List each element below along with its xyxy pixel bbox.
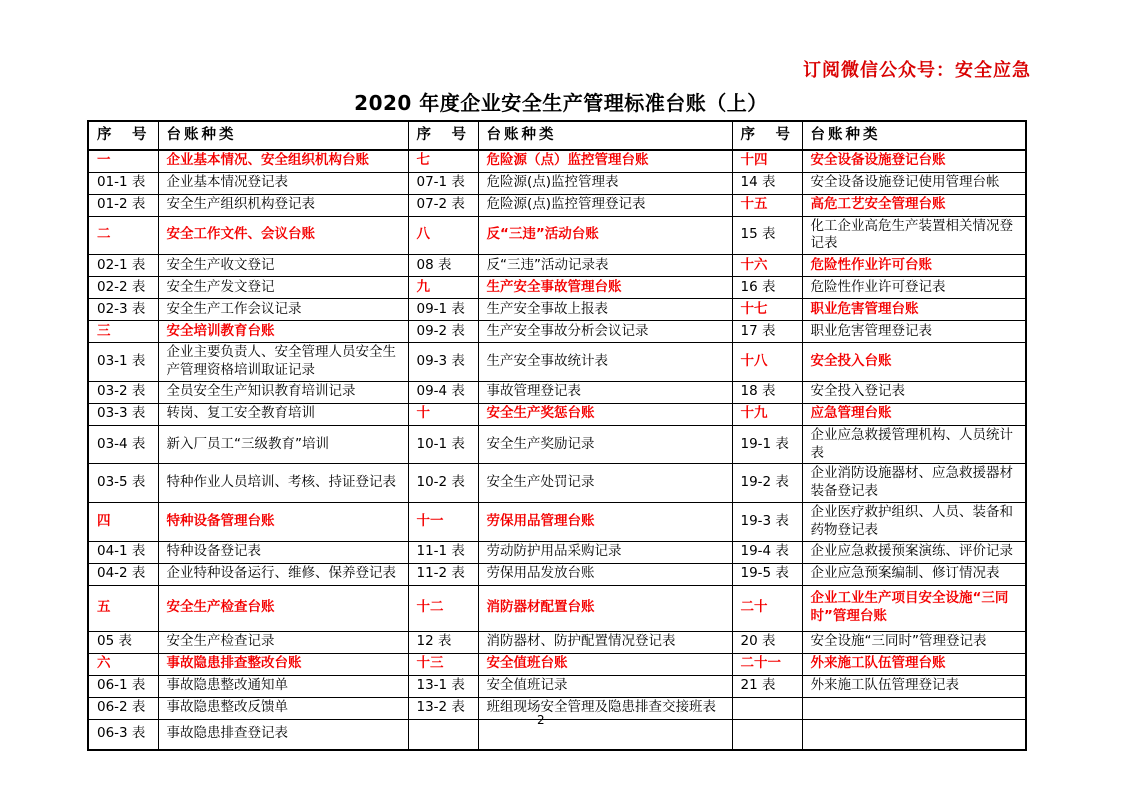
serial-cell: 03-5 表 (88, 464, 158, 503)
table-row (88, 299, 1026, 321)
serial-cell: 04-1 表 (88, 541, 158, 563)
category-cell: 新入厂员工“三级教育”培训 (158, 425, 408, 464)
serial-cell: 14 表 (732, 172, 802, 194)
serial-cell: 十 (408, 403, 478, 425)
serial-cell: 03-3 表 (88, 403, 158, 425)
category-cell: 消防器材、防护配置情况登记表 (478, 631, 732, 653)
category-cell: 反“三违”活动台账 (478, 216, 732, 255)
serial-cell: 十七 (732, 299, 802, 321)
subscribe-note: 订阅微信公众号：安全应急 (803, 60, 1031, 81)
category-cell: 企业应急救援预案演练、评价记录 (802, 541, 1026, 563)
category-cell: 劳保用品管理台账 (478, 503, 732, 542)
table-row (88, 381, 1026, 403)
category-cell: 危险源(点)监控管理登记表 (478, 194, 732, 216)
category-cell: 安全生产检查台账 (158, 585, 408, 631)
category-cell: 外来施工队伍管理台账 (802, 653, 1026, 675)
table-row (88, 697, 1026, 719)
category-cell: 生产安全事故上报表 (478, 299, 732, 321)
ledger-table-body (88, 150, 1026, 750)
serial-cell: 11-1 表 (408, 541, 478, 563)
header-cell-serial: 序 号 (408, 121, 478, 150)
category-cell: 特种设备管理台账 (158, 503, 408, 542)
serial-cell: 02-2 表 (88, 277, 158, 299)
category-cell: 安全生产检查记录 (158, 631, 408, 653)
serial-cell: 07-2 表 (408, 194, 478, 216)
ledger-table (87, 120, 1027, 751)
serial-cell: 06-3 表 (88, 719, 158, 750)
serial-cell: 06-1 表 (88, 675, 158, 697)
serial-cell: 一 (88, 150, 158, 172)
category-cell: 安全生产奖励记录 (478, 425, 732, 464)
category-cell: 应急管理台账 (802, 403, 1026, 425)
serial-cell: 08 表 (408, 255, 478, 277)
category-cell: 安全生产处罚记录 (478, 464, 732, 503)
serial-cell: 二 (88, 216, 158, 255)
category-cell: 企业工业生产项目安全设施“三同时”管理台账 (802, 585, 1026, 631)
serial-cell: 11-2 表 (408, 563, 478, 585)
category-cell: 事故隐患排查登记表 (158, 719, 408, 750)
category-cell: 生产安全事故统计表 (478, 343, 732, 382)
serial-cell: 18 表 (732, 381, 802, 403)
category-cell: 企业基本情况、安全组织机构台账 (158, 150, 408, 172)
table-row (88, 541, 1026, 563)
serial-cell: 03-4 表 (88, 425, 158, 464)
serial-cell: 二十 (732, 585, 802, 631)
category-cell: 安全值班台账 (478, 653, 732, 675)
table-row (88, 631, 1026, 653)
category-cell: 企业基本情况登记表 (158, 172, 408, 194)
serial-cell: 六 (88, 653, 158, 675)
table-row (88, 464, 1026, 503)
serial-cell: 09-3 表 (408, 343, 478, 382)
category-cell: 企业医疗救护组织、人员、装备和药物登记表 (802, 503, 1026, 542)
serial-cell: 十四 (732, 150, 802, 172)
header-cell-category: 台账种类 (158, 121, 408, 150)
serial-cell: 05 表 (88, 631, 158, 653)
category-cell: 安全设备设施登记使用管理台帐 (802, 172, 1026, 194)
serial-cell: 02-3 表 (88, 299, 158, 321)
serial-cell: 19-3 表 (732, 503, 802, 542)
category-cell: 劳动防护用品采购记录 (478, 541, 732, 563)
serial-cell: 九 (408, 277, 478, 299)
category-cell: 危险性作业许可登记表 (802, 277, 1026, 299)
table-row (88, 150, 1026, 172)
serial-cell: 10-2 表 (408, 464, 478, 503)
page-number: 2 (537, 713, 545, 727)
serial-cell: 01-1 表 (88, 172, 158, 194)
serial-cell: 03-2 表 (88, 381, 158, 403)
serial-cell: 06-2 表 (88, 697, 158, 719)
serial-cell: 十三 (408, 653, 478, 675)
category-cell: 安全生产组织机构登记表 (158, 194, 408, 216)
serial-cell: 03-1 表 (88, 343, 158, 382)
category-cell: 企业应急救援管理机构、人员统计表 (802, 425, 1026, 464)
serial-cell: 十二 (408, 585, 478, 631)
category-cell (802, 697, 1026, 719)
category-cell: 职业危害管理台账 (802, 299, 1026, 321)
serial-cell: 十八 (732, 343, 802, 382)
table-row (88, 425, 1026, 464)
header-cell-serial: 序 号 (732, 121, 802, 150)
table-row (88, 343, 1026, 382)
category-cell: 特种作业人员培训、考核、持证登记表 (158, 464, 408, 503)
category-cell: 高危工艺安全管理台账 (802, 194, 1026, 216)
category-cell: 事故隐患整改反馈单 (158, 697, 408, 719)
serial-cell: 07-1 表 (408, 172, 478, 194)
serial-cell: 16 表 (732, 277, 802, 299)
category-cell: 企业消防设施器材、应急救援器材装备登记表 (802, 464, 1026, 503)
serial-cell: 十六 (732, 255, 802, 277)
category-cell: 消防器材配置台账 (478, 585, 732, 631)
category-cell: 劳保用品发放台账 (478, 563, 732, 585)
category-cell: 班组现场安全管理及隐患排查交接班表 (478, 697, 732, 719)
table-row (88, 216, 1026, 255)
table-row (88, 503, 1026, 542)
category-cell: 事故隐患整改通知单 (158, 675, 408, 697)
serial-cell: 04-2 表 (88, 563, 158, 585)
category-cell: 安全生产收文登记 (158, 255, 408, 277)
table-row (88, 255, 1026, 277)
category-cell: 职业危害管理登记表 (802, 321, 1026, 343)
serial-cell: 四 (88, 503, 158, 542)
serial-cell: 09-2 表 (408, 321, 478, 343)
header-cell-serial: 序 号 (88, 121, 158, 150)
header-row (88, 121, 1026, 150)
category-cell: 事故隐患排查整改台账 (158, 653, 408, 675)
serial-cell: 17 表 (732, 321, 802, 343)
page-title: 2020 年度企业安全生产管理标准台账（上） (354, 91, 768, 115)
serial-cell: 三 (88, 321, 158, 343)
category-cell (478, 719, 732, 750)
category-cell: 转岗、复工安全教育培训 (158, 403, 408, 425)
header-cell-category: 台账种类 (478, 121, 732, 150)
category-cell: 特种设备登记表 (158, 541, 408, 563)
serial-cell: 二十一 (732, 653, 802, 675)
category-cell: 生产安全事故管理台账 (478, 277, 732, 299)
category-cell: 安全设备设施登记台账 (802, 150, 1026, 172)
serial-cell: 19-1 表 (732, 425, 802, 464)
category-cell: 危险源（点）监控管理台账 (478, 150, 732, 172)
serial-cell: 十九 (732, 403, 802, 425)
serial-cell: 八 (408, 216, 478, 255)
serial-cell: 12 表 (408, 631, 478, 653)
table-row (88, 172, 1026, 194)
table-row (88, 675, 1026, 697)
header-cell-category: 台账种类 (802, 121, 1026, 150)
serial-cell: 五 (88, 585, 158, 631)
serial-cell: 02-1 表 (88, 255, 158, 277)
serial-cell: 20 表 (732, 631, 802, 653)
category-cell: 安全值班记录 (478, 675, 732, 697)
category-cell: 外来施工队伍管理登记表 (802, 675, 1026, 697)
category-cell: 反“三违”活动记录表 (478, 255, 732, 277)
category-cell: 生产安全事故分析会议记录 (478, 321, 732, 343)
serial-cell: 19-2 表 (732, 464, 802, 503)
category-cell: 安全生产奖惩台账 (478, 403, 732, 425)
category-cell: 安全投入登记表 (802, 381, 1026, 403)
category-cell: 安全生产工作会议记录 (158, 299, 408, 321)
serial-cell: 01-2 表 (88, 194, 158, 216)
serial-cell: 21 表 (732, 675, 802, 697)
category-cell: 化工企业高危生产装置相关情况登记表 (802, 216, 1026, 255)
table-row (88, 321, 1026, 343)
serial-cell: 十五 (732, 194, 802, 216)
category-cell: 安全设施“三同时”管理登记表 (802, 631, 1026, 653)
serial-cell: 09-4 表 (408, 381, 478, 403)
serial-cell (732, 719, 802, 750)
table-row (88, 403, 1026, 425)
category-cell: 企业应急预案编制、修订情况表 (802, 563, 1026, 585)
category-cell: 事故管理登记表 (478, 381, 732, 403)
category-cell: 安全培训教育台账 (158, 321, 408, 343)
table-row (88, 653, 1026, 675)
table-row (88, 194, 1026, 216)
serial-cell: 19-5 表 (732, 563, 802, 585)
category-cell: 安全工作文件、会议台账 (158, 216, 408, 255)
category-cell: 危险源(点)监控管理表 (478, 172, 732, 194)
table-row (88, 585, 1026, 631)
serial-cell (408, 719, 478, 750)
serial-cell (732, 697, 802, 719)
serial-cell: 15 表 (732, 216, 802, 255)
table-row (88, 277, 1026, 299)
category-cell (802, 719, 1026, 750)
category-cell: 全员安全生产知识教育培训记录 (158, 381, 408, 403)
serial-cell: 09-1 表 (408, 299, 478, 321)
serial-cell: 10-1 表 (408, 425, 478, 464)
table-row (88, 563, 1026, 585)
category-cell: 企业特种设备运行、维修、保养登记表 (158, 563, 408, 585)
serial-cell: 13-1 表 (408, 675, 478, 697)
category-cell: 安全投入台账 (802, 343, 1026, 382)
category-cell: 安全生产发文登记 (158, 277, 408, 299)
serial-cell: 十一 (408, 503, 478, 542)
ledger-table-head (88, 121, 1026, 150)
category-cell: 企业主要负责人、安全管理人员安全生产管理资格培训取证记录 (158, 343, 408, 382)
table-row (88, 719, 1026, 750)
serial-cell: 七 (408, 150, 478, 172)
serial-cell: 19-4 表 (732, 541, 802, 563)
category-cell: 危险性作业许可台账 (802, 255, 1026, 277)
serial-cell: 13-2 表 (408, 697, 478, 719)
